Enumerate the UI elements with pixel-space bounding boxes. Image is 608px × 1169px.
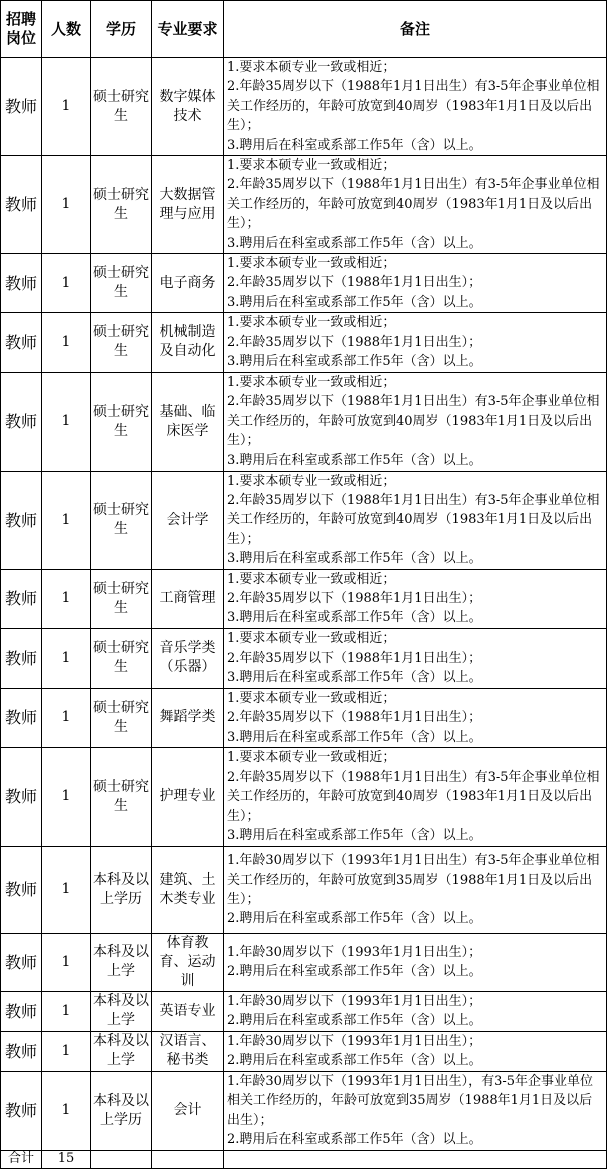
major-cell: 机械制造及自动化 — [152, 313, 224, 372]
post-cell: 教师 — [1, 933, 42, 991]
note-line: 1.要求本硕专业一致或相近； — [227, 158, 396, 174]
note-line: 1.要求本硕专业一致或相近； — [227, 315, 396, 331]
table-row — [1, 372, 607, 471]
note-line: 3.聘用后在科室或系部工作5年（含）以上。 — [227, 235, 482, 251]
note-line: 2.年龄35周岁以下（1988年1月1日出生）有3-5年企事业单位相关工作经历的，年龄可放宽到40周岁（1983年1月1日及以后出生）； — [227, 769, 600, 824]
post-cell: 教师 — [1, 688, 42, 747]
note-line: 1.要求本硕专业一致或相近； — [227, 256, 396, 272]
note-line: 3.聘用后在科室或系部工作5年（含）以上。 — [227, 729, 482, 745]
notes-cell — [224, 1071, 607, 1150]
education-cell: 本科及以上学历 — [91, 1071, 152, 1150]
major-cell: 建筑、土木类专业 — [152, 846, 224, 933]
table-row — [1, 471, 607, 569]
note-line: 3.聘用后在科室或系部工作5年（含）以上。 — [227, 828, 482, 844]
table-row — [1, 1031, 607, 1071]
note-line: 2.年龄35周岁以下（1988年1月1日出生）有3-5年企事业单位相关工作经历的，年龄可放宽到40周岁（1983年1月1日及以后出生）； — [227, 177, 600, 232]
post-cell: 教师 — [1, 254, 42, 313]
note-line: 2.年龄35周岁以下（1988年1月1日出生）有3-5年企事业单位相关工作经历的，年龄可放宽到40周岁（1983年1月1日及以后出生）； — [227, 394, 600, 449]
major-cell: 舞蹈学类 — [152, 688, 224, 747]
table-body — [1, 58, 607, 1151]
notes-cell — [224, 372, 607, 471]
notes-cell — [224, 569, 607, 628]
table-row — [1, 846, 607, 933]
major-cell: 会计学 — [152, 471, 224, 569]
education-cell: 硕士研究生 — [91, 58, 152, 156]
note-line: 1.年龄30周岁以下（1993年1月1日出生）； — [227, 994, 482, 1010]
count-cell: 1 — [42, 747, 91, 846]
count-cell: 1 — [42, 471, 91, 569]
education-cell: 硕士研究生 — [91, 156, 152, 254]
table-row — [1, 58, 607, 156]
note-line: 2.年龄35周岁以下（1988年1月1日出生）； — [227, 275, 482, 291]
count-cell: 1 — [42, 1071, 91, 1150]
note-line: 2.年龄35周岁以下（1988年1月1日出生）； — [227, 334, 482, 350]
total-empty-cell — [224, 1150, 607, 1168]
total-label: 合计 — [1, 1150, 42, 1168]
education-cell: 硕士研究生 — [91, 688, 152, 747]
header-notes: 备注 — [224, 1, 607, 58]
total-empty-cell — [91, 1150, 152, 1168]
major-cell: 汉语言、秘书类 — [152, 1031, 224, 1071]
table-row — [1, 569, 607, 628]
note-line: 3.聘用后在科室或系部工作5年（含）以上。 — [227, 137, 482, 153]
notes-cell — [224, 991, 607, 1031]
major-cell: 护理专业 — [152, 747, 224, 846]
note-line: 3.聘用后在科室或系部工作5年（含）以上。 — [227, 354, 482, 370]
note-line: 1.要求本硕专业一致或相近； — [227, 631, 396, 647]
note-line: 1.要求本硕专业一致或相近； — [227, 60, 396, 75]
post-cell: 教师 — [1, 991, 42, 1031]
table-row — [1, 991, 607, 1031]
notes-cell — [224, 1031, 607, 1071]
notes-cell — [224, 313, 607, 372]
post-cell: 教师 — [1, 313, 42, 372]
education-cell: 本科及以上学历 — [91, 846, 152, 933]
note-line: 2.年龄35周岁以下（1988年1月1日出生）有3-5年企事业单位相关工作经历的，年龄可放宽到40周岁（1983年1月1日及以后出生）； — [227, 492, 600, 547]
notes-cell — [224, 846, 607, 933]
education-cell: 硕士研究生 — [91, 471, 152, 569]
note-line: 2.年龄35周岁以下（1988年1月1日出生）； — [227, 590, 482, 606]
count-cell: 1 — [42, 569, 91, 628]
count-cell: 1 — [42, 372, 91, 471]
note-line: 2.年龄35周岁以下（1988年1月1日出生）有3-5年企事业单位相关工作经历的，年龄可放宽到40周岁（1983年1月1日及以后出生）； — [227, 79, 600, 134]
table-row — [1, 688, 607, 747]
major-cell: 会计 — [152, 1071, 224, 1150]
table-row — [1, 933, 607, 991]
note-line: 1.要求本硕专业一致或相近； — [227, 750, 396, 766]
note-line: 2.聘用后在科室或系部工作5年（含）以上。 — [227, 964, 482, 980]
notes-cell — [224, 58, 607, 156]
total-empty-cell — [152, 1150, 224, 1168]
table-row — [1, 313, 607, 372]
major-cell: 工商管理 — [152, 569, 224, 628]
note-line: 2.聘用后在科室或系部工作5年（含）以上。 — [227, 911, 482, 927]
education-cell: 本科及以上学 — [91, 991, 152, 1031]
note-line: 3.聘用后在科室或系部工作5年（含）以上。 — [227, 610, 482, 626]
education-cell: 本科及以上学 — [91, 933, 152, 991]
education-cell: 硕士研究生 — [91, 569, 152, 628]
post-cell: 教师 — [1, 58, 42, 156]
header-count: 人数 — [42, 1, 91, 58]
post-cell: 教师 — [1, 372, 42, 471]
note-line: 3.聘用后在科室或系部工作5年（含）以上。 — [227, 294, 482, 310]
table-row — [1, 1071, 607, 1150]
count-cell: 1 — [42, 254, 91, 313]
notes-cell — [224, 628, 607, 688]
post-cell: 教师 — [1, 1031, 42, 1071]
note-line: 2.聘用后在科室或系部工作5年（含）以上。 — [227, 1013, 482, 1029]
note-line: 1.年龄30周岁以下（1993年1月1日出生）有3-5年企事业单位相关工作经历的，年龄可放宽到35周岁（1988年1月1日及以后出生）； — [227, 853, 600, 907]
notes-cell — [224, 747, 607, 846]
major-cell: 大数据管理与应用 — [152, 156, 224, 254]
note-line: 2.年龄35周岁以下（1988年1月1日出生）； — [227, 710, 482, 726]
note-line: 3.聘用后在科室或系部工作5年（含）以上。 — [227, 551, 482, 567]
major-cell: 英语专业 — [152, 991, 224, 1031]
note-line: 2.年龄35周岁以下（1988年1月1日出生）； — [227, 650, 482, 666]
post-cell: 教师 — [1, 747, 42, 846]
major-cell: 基础、临床医学 — [152, 372, 224, 471]
table-row — [1, 254, 607, 313]
count-cell: 1 — [42, 313, 91, 372]
header-post: 招聘岗位 — [1, 1, 42, 58]
notes-cell — [224, 688, 607, 747]
notes-cell — [224, 471, 607, 569]
notes-cell — [224, 254, 607, 313]
education-cell: 硕士研究生 — [91, 254, 152, 313]
note-line: 3.聘用后在科室或系部工作5年（含）以上。 — [227, 669, 482, 685]
count-cell: 1 — [42, 58, 91, 156]
table-row — [1, 156, 607, 254]
header-education: 学历 — [91, 1, 152, 58]
note-line: 1.年龄30周岁以下（1993年1月1日出生），有3-5年企事业单位相关工作经历的，年龄可放宽到35周岁（1988年1月1日及以后出生）； — [227, 1073, 594, 1128]
count-cell: 1 — [42, 991, 91, 1031]
total-row — [1, 1150, 607, 1168]
total-count: 15 — [42, 1150, 91, 1168]
count-cell: 1 — [42, 156, 91, 254]
table-row — [1, 628, 607, 688]
post-cell: 教师 — [1, 471, 42, 569]
education-cell: 本科及以上学 — [91, 1031, 152, 1071]
notes-cell — [224, 933, 607, 991]
post-cell: 教师 — [1, 569, 42, 628]
header-row — [1, 1, 607, 58]
notes-cell — [224, 156, 607, 254]
note-line: 1.年龄30周岁以下（1993年1月1日出生）； — [227, 945, 482, 961]
note-line: 1.要求本硕专业一致或相近； — [227, 374, 396, 390]
major-cell: 体育教育、运动训 — [152, 933, 224, 991]
count-cell: 1 — [42, 688, 91, 747]
note-line: 2.聘用后在科室或系部工作5年（含）以上。 — [227, 1132, 482, 1148]
education-cell: 硕士研究生 — [91, 628, 152, 688]
note-line: 1.要求本硕专业一致或相近； — [227, 690, 396, 706]
education-cell: 硕士研究生 — [91, 372, 152, 471]
major-cell: 数字媒体技术 — [152, 58, 224, 156]
major-cell: 电子商务 — [152, 254, 224, 313]
post-cell: 教师 — [1, 156, 42, 254]
note-line: 1.年龄30周岁以下（1993年1月1日出生）； — [227, 1034, 482, 1050]
count-cell: 1 — [42, 1031, 91, 1071]
major-cell: 音乐学类（乐器） — [152, 628, 224, 688]
table-row — [1, 747, 607, 846]
count-cell: 1 — [42, 846, 91, 933]
education-cell: 硕士研究生 — [91, 747, 152, 846]
post-cell: 教师 — [1, 846, 42, 933]
note-line: 3.聘用后在科室或系部工作5年（含）以上。 — [227, 452, 482, 468]
post-cell: 教师 — [1, 628, 42, 688]
header-major: 专业要求 — [152, 1, 224, 58]
count-cell: 1 — [42, 628, 91, 688]
count-cell: 1 — [42, 933, 91, 991]
note-line: 1.要求本硕专业一致或相近； — [227, 473, 396, 489]
education-cell: 硕士研究生 — [91, 313, 152, 372]
note-line: 1.要求本硕专业一致或相近； — [227, 571, 396, 587]
post-cell: 教师 — [1, 1071, 42, 1150]
note-line: 2.聘用后在科室或系部工作5年（含）以上。 — [227, 1053, 482, 1069]
